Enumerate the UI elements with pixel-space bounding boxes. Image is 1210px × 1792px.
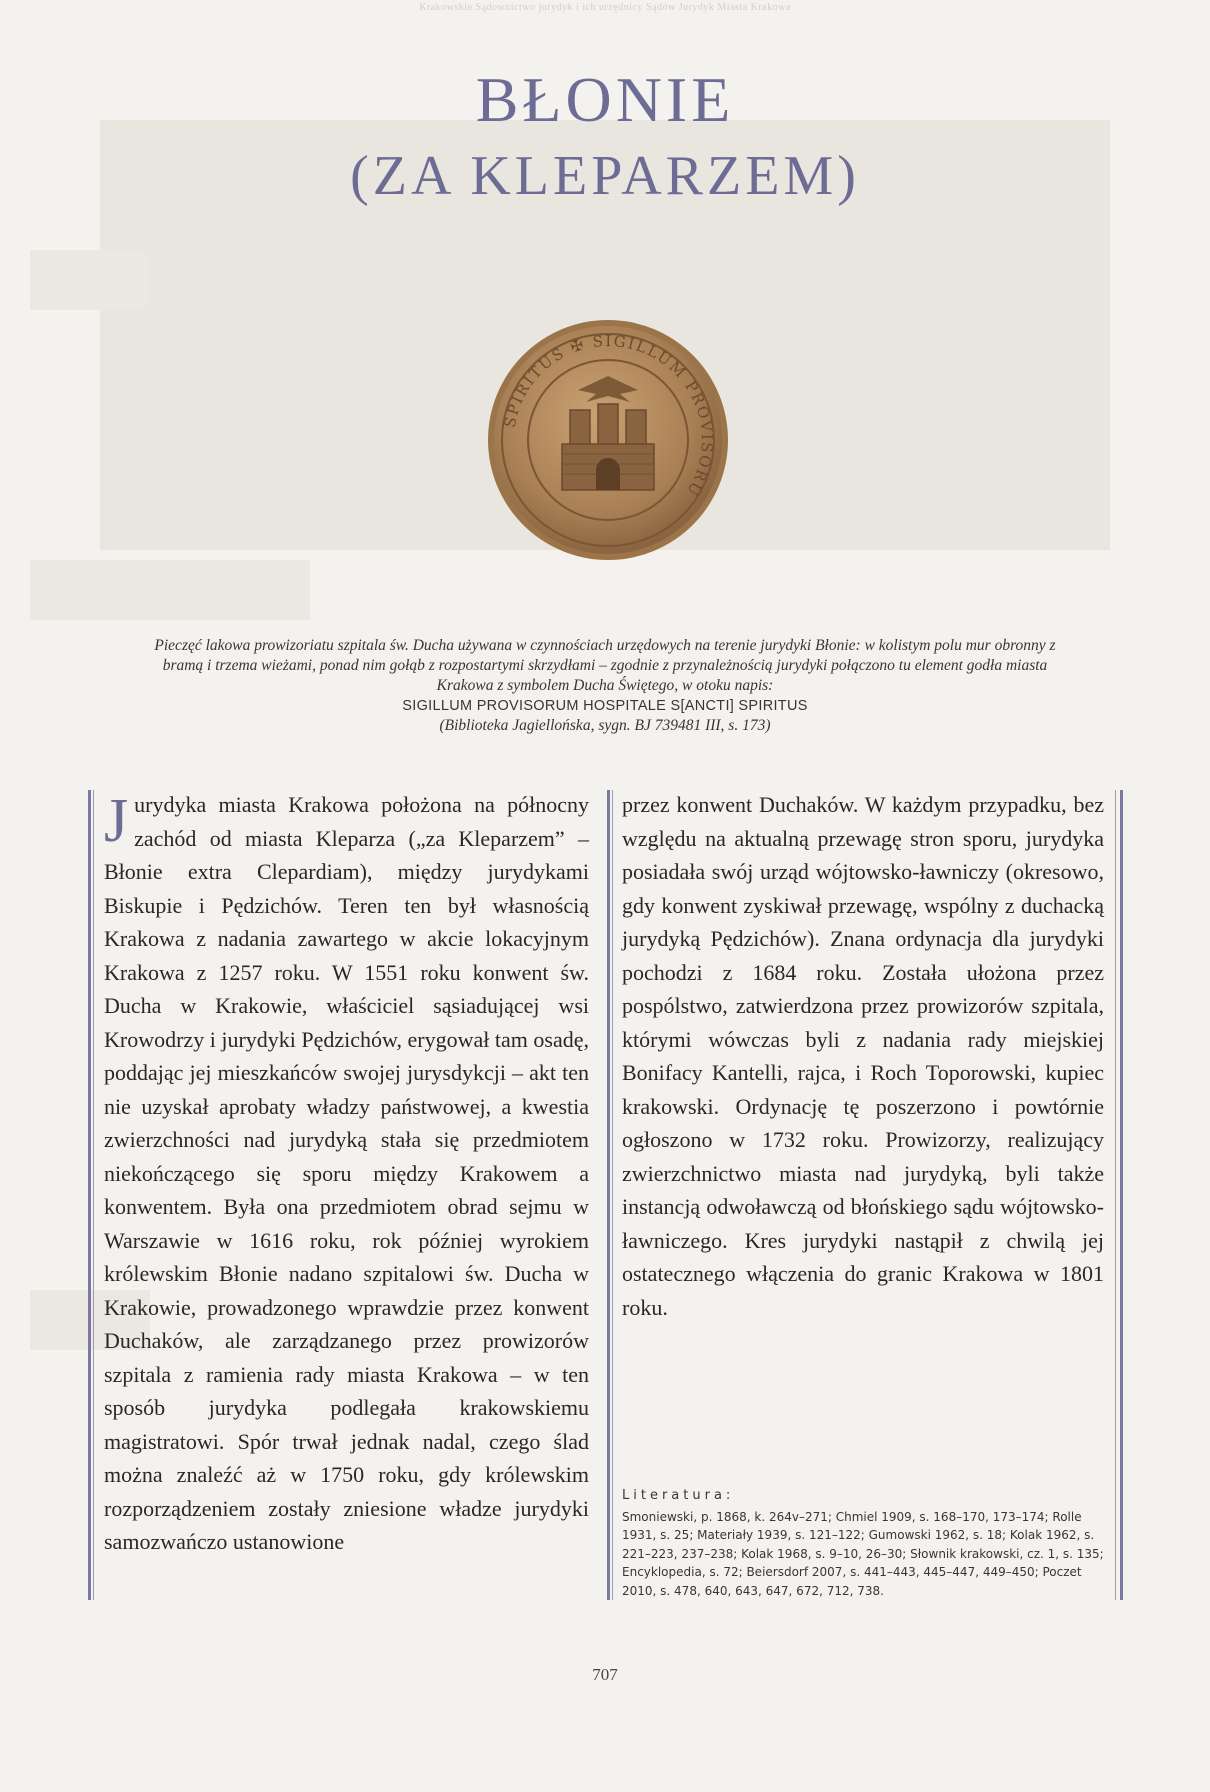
figure-caption	[150, 636, 1060, 736]
body-column-left	[104, 788, 589, 1559]
show-through-mark	[30, 560, 310, 620]
title-line-1: BŁONIE	[475, 64, 735, 135]
column-rule-middle	[607, 790, 610, 1600]
wax-seal-image	[486, 318, 730, 562]
literature-section	[622, 1487, 1106, 1600]
body-column-right	[622, 788, 1104, 1324]
running-header: Krakowskie Sądownictwo jurydyk i ich urzędnicy Sądów Jurydyk Miasta Krakowa	[419, 2, 791, 13]
column-rule-left-inner	[93, 790, 94, 1600]
caption-source: (Biblioteka Jagiellońska, sygn. BJ 739481 III, s. 173)	[439, 717, 771, 734]
drop-cap: J	[104, 787, 129, 855]
column-rule-middle-inner	[612, 790, 613, 1600]
title-line-2: (ZA KLEPARZEM)	[350, 145, 860, 207]
literature-heading: Literatura:	[622, 1488, 735, 1503]
literature-text: Smoniewski, p. 1868, k. 264v–271; Chmiel 1909, s. 168–170, 173–174; Rolle 1931, s. 25; Materiały 1939, s. 121–122; Gumowski 1962, s. 18; Kolak 1962, s. 221–223, 237–238; Kolak 1968, s. 9–10, 26–30; Słownik krakowski, cz. 1, s. 135; Encyklopedia, s. 72; Beiersdorf 2007, s. 441–443, 445–447, 449–450; Poczet 2010, s. 478, 640, 643, 647, 672, 712, 738.	[622, 1509, 1104, 1598]
page-title	[0, 62, 1210, 214]
seal-legend: SIGILLUM PROVISORUM HOSPITALE S[ANCTI] SPIRITUS	[402, 698, 808, 714]
body-text-right: przez konwent Duchaków. W każdym przypadku, bez względu na aktualną przewagę stron sporu, jurydyka posiadała swój urząd wójtowsko-ławniczy (okresowo, gdy konwent zyskiwał przewagę, wspólny z duchacką jurydyką Pędzichów). Znana ordynacja dla jurydyki pochodzi z 1684 roku. Została ułożona przez pospólstwo, zatwierdzona przez prowizorów szpitala, którymi wówczas byli z nadania rady miejskiej Bonifacy Kantelli, rajca, i Roch Toporowski, kupiec krakowski. Ordynację tę poszerzono i powtórnie ogłoszono w 1732 roku. Prowizorzy, realizujący zwierzchnictwo miasta nad jurydyką, byli także instancją odwoławczą od błońskiego sądu wójtowsko-ławniczego. Kres jurydyki nastąpił z chwilą jej ostatecznego włączenia do granic Krakowa w 1801 roku.	[622, 792, 1104, 1320]
show-through-mark	[30, 250, 150, 310]
caption-text: Pieczęć lakowa prowizoriatu szpitala św. Ducha używana w czynnościach urzędowych na terenie jurydyki Błonie: w kolistym polu mur obronny z bramą i trzema wieżami, ponad nim gołąb z rozpostartymi skrzydłami – zgodnie z przynależnością jurydyki połączono tu element godła miasta Krakowa z symbolem Ducha Świętego, w otoku napis:	[154, 637, 1056, 694]
column-rule-right	[1120, 790, 1123, 1600]
page-number: 707	[592, 1665, 618, 1684]
seal-inscription: SPIRITUS ✠ SIGILLUM PROVISORU	[500, 331, 717, 501]
column-rule-right-inner	[1115, 790, 1116, 1600]
column-rule-left	[88, 790, 91, 1600]
body-text-left: urydyka miasta Krakowa położona na północny zachód od miasta Kleparza („za Kleparzem” – Błonie extra Clepardiam), między jurydykami Biskupie i Pędzichów. Teren ten był własnością Krakowa z nadania zawartego w akcie lokacyjnym Krakowa z 1257 roku. W 1551 roku konwent św. Ducha w Krakowie, właściciel sąsiadującej wsi Krowodrzy i jurydyki Pędzichów, erygował tam osadę, poddając jej mieszkańców swojej jurysdykcji – akt ten nie uzyskał aprobaty władzy państwowej, a kwestia zwierzchności nad jurydyką stała się przedmiotem niekończącego się sporu między Krakowem a konwentem. Była ona przedmiotem obrad sejmu w Warszawie w 1616 roku, rok później wyrokiem królewskim Błonie nadano szpitalowi św. Ducha w Krakowie, prowadzonego wprawdzie przez konwent Duchaków, ale zarządzanego przez prowizorów szpitala z ramienia rady miasta Krakowa – w ten sposób jurydyka podlegała krakowskiemu magistratowi. Spór trwał jednak nadal, czego ślad można znaleźć aż w 1750 roku, gdy królewskim rozporządzeniem zostały zniesione władze jurydyki samozwańczo ustanowione	[104, 792, 589, 1554]
